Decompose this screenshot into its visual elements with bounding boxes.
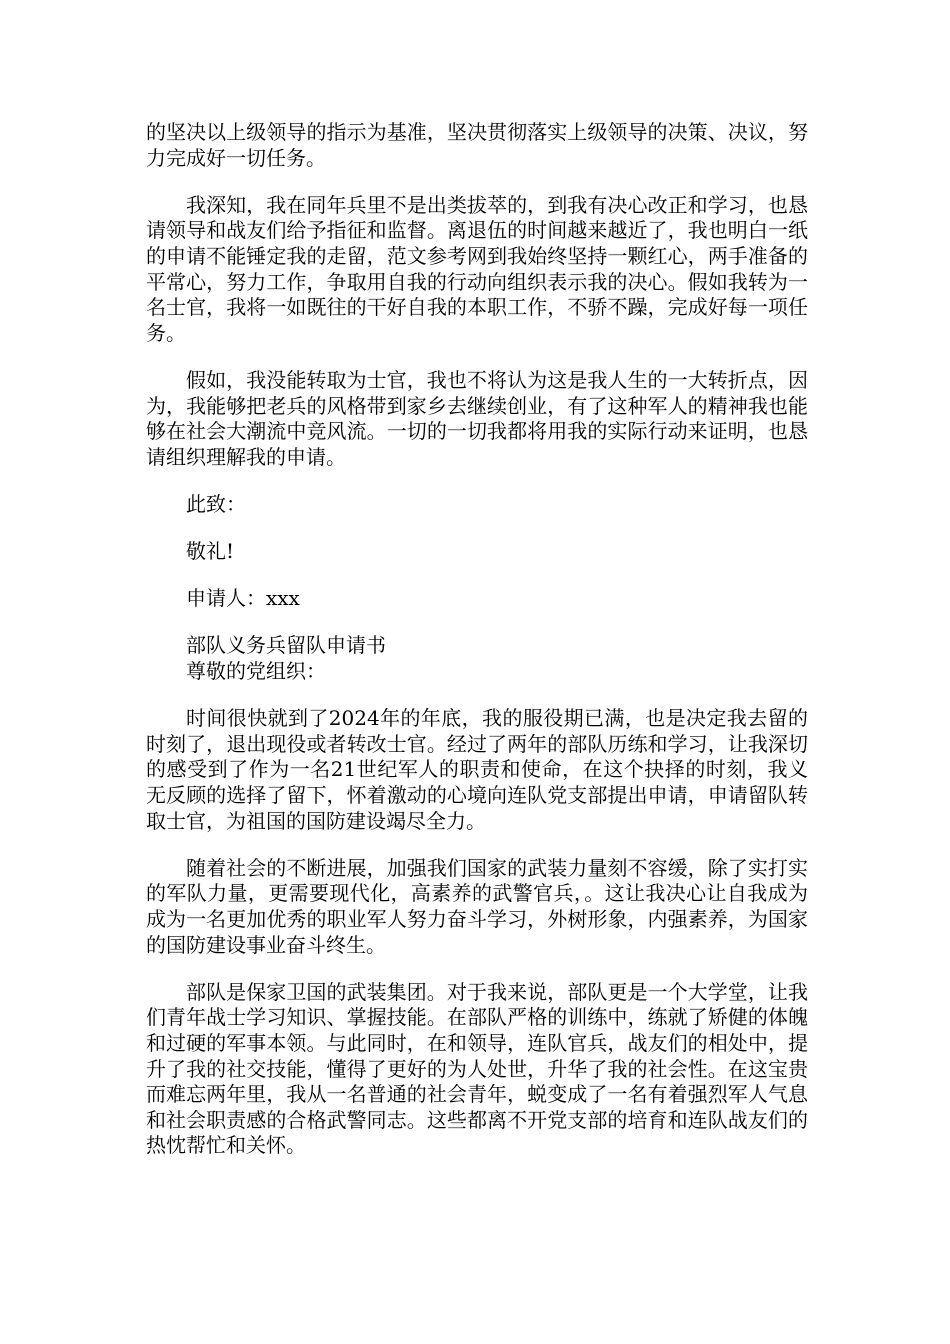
paragraph-11: 部队是保家卫国的武装集团。对于我来说，部队更是一个大学堂，让我们青年战士学习知识、掌握技能。在部队严格的训练中，练就了矫健的体魄和过硬的军事本领。与此同时，在和领导，连队官兵，战友们的相处中，提升了我的社交技能，懂得了更好的为人处世，升华了我的社会性。在这宝贵而难忘两年里，我从一名普通的社会青年，蜕变成了一名有着强烈军人气息和社会职责感的合格武警同志。这些都离不开党支部的培育和连队战友们的热忱帮忙和关怀。 [146,979,808,1158]
applicant-line: 申请人：xxx [186,586,300,611]
greeting-line: 尊敬的党组织： [186,659,326,684]
closing-line: 敬礼! [186,539,235,564]
salutation-line: 此致： [186,491,246,516]
paragraph-10: 随着社会的不断进展，加强我们国家的武装力量刻不容缓，除了实打实的军队力量，更需要现代化，高素养的武警官兵，。这让我决心让自我成为成为一名更加优秀的职业军人努力奋斗学习，外树形象，内强素养，为国家的国防建设事业奋斗终生。 [146,855,808,957]
paragraph-9: 时间很快就到了2024年的年底，我的服役期已满，也是决定我去留的时刻了，退出现役或者转改士官。经过了两年的部队历练和学习，让我深切的感受到了作为一名21世纪军人的职责和使命，在这个抉择的时刻，我义无反顾的选择了留下，怀着激动的心境向连队党支部提出申请，申请留队转取士官，为祖国的国防建设竭尽全力。 [146,706,808,833]
document-page [146,120,808,1181]
paragraph-1: 的坚决以上级领导的指示为基准，坚决贯彻落实上级领导的决策、决议，努力完成好一切任务。 [146,120,808,170]
paragraph-2: 我深知，我在同年兵里不是出类拔萃的，到我有决心改正和学习，也恳请领导和战友们给予指征和监督。离退伍的时间越来越近了，我也明白一纸的申请不能锤定我的走留，范文参考网到我始终坚持一颗红心，两手准备的平常心，努力工作，争取用自我的行动向组织表示我的决心。假如我转为一名士官，我将一如既往的干好自我的本职工作，不骄不躁，完成好每一项任务。 [146,192,808,345]
paragraph-3: 假如，我没能转取为士官，我也不将认为这是我人生的一大转折点，因为，我能够把老兵的风格带到家乡去继续创业，有了这种军人的精神我也能够在社会大潮流中竞风流。一切的一切我都将用我的实际行动来证明，也恳请组织理解我的申请。 [146,367,808,469]
document-title: 部队义务兵留队申请书 [186,633,386,658]
